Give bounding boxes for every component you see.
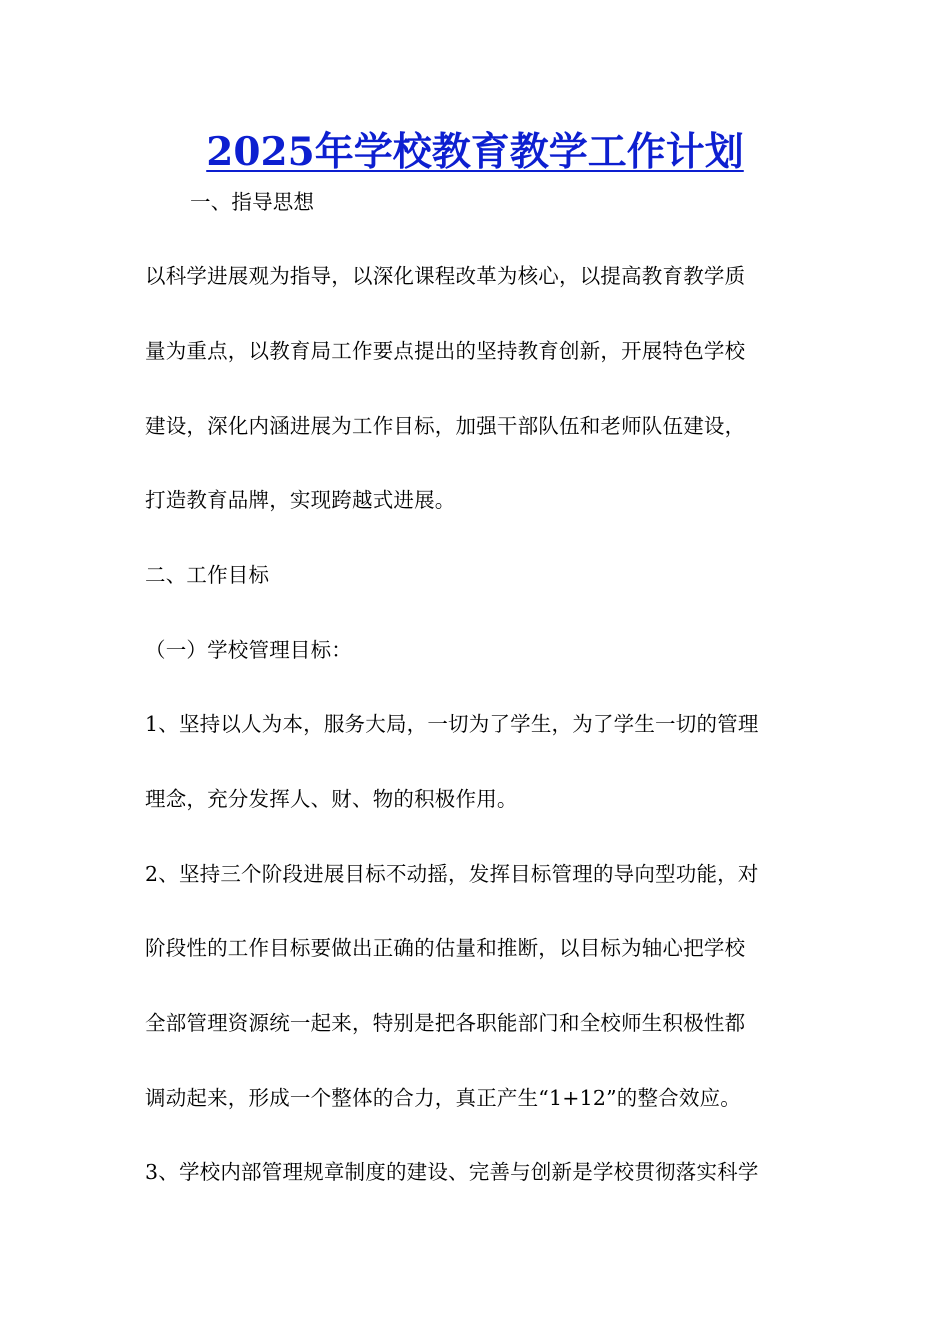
section-heading-work-goals: 二、工作目标 [145, 563, 270, 587]
paragraph-line: 理念，充分发挥人、财、物的积极作用。 [145, 787, 518, 811]
section-heading-guiding-ideology: 一、指导思想 [190, 190, 315, 214]
paragraph-line: 2、坚持三个阶段进展目标不动摇，发挥目标管理的导向型功能，对 [145, 862, 759, 886]
paragraph-line: 1、坚持以人为本，服务大局，一切为了学生，为了学生一切的管理 [145, 712, 759, 736]
paragraph-line: 建设，深化内涵进展为工作目标，加强干部队伍和老师队伍建设， [145, 414, 746, 438]
paragraph-line: 3、学校内部管理规章制度的建设、完善与创新是学校贯彻落实科学 [145, 1160, 759, 1184]
paragraph-line: 以科学进展观为指导，以深化课程改革为核心，以提高教育教学质 [145, 264, 746, 288]
paragraph-line: 打造教育品牌，实现跨越式进展。 [145, 488, 456, 512]
subsection-heading-school-management: （一）学校管理目标： [145, 638, 352, 662]
paragraph-line: 阶段性的工作目标要做出正确的估量和推断，以目标为轴心把学校 [145, 936, 746, 960]
document-title[interactable]: 2025年学校教育教学工作计划 [206, 129, 744, 175]
paragraph-line: 量为重点，以教育局工作要点提出的坚持教育创新，开展特色学校 [145, 339, 746, 363]
paragraph-line: 全部管理资源统一起来，特别是把各职能部门和全校师生积极性都 [145, 1011, 746, 1035]
paragraph-line: 调动起来，形成一个整体的合力，真正产生“1+12”的整合效应。 [145, 1086, 741, 1110]
